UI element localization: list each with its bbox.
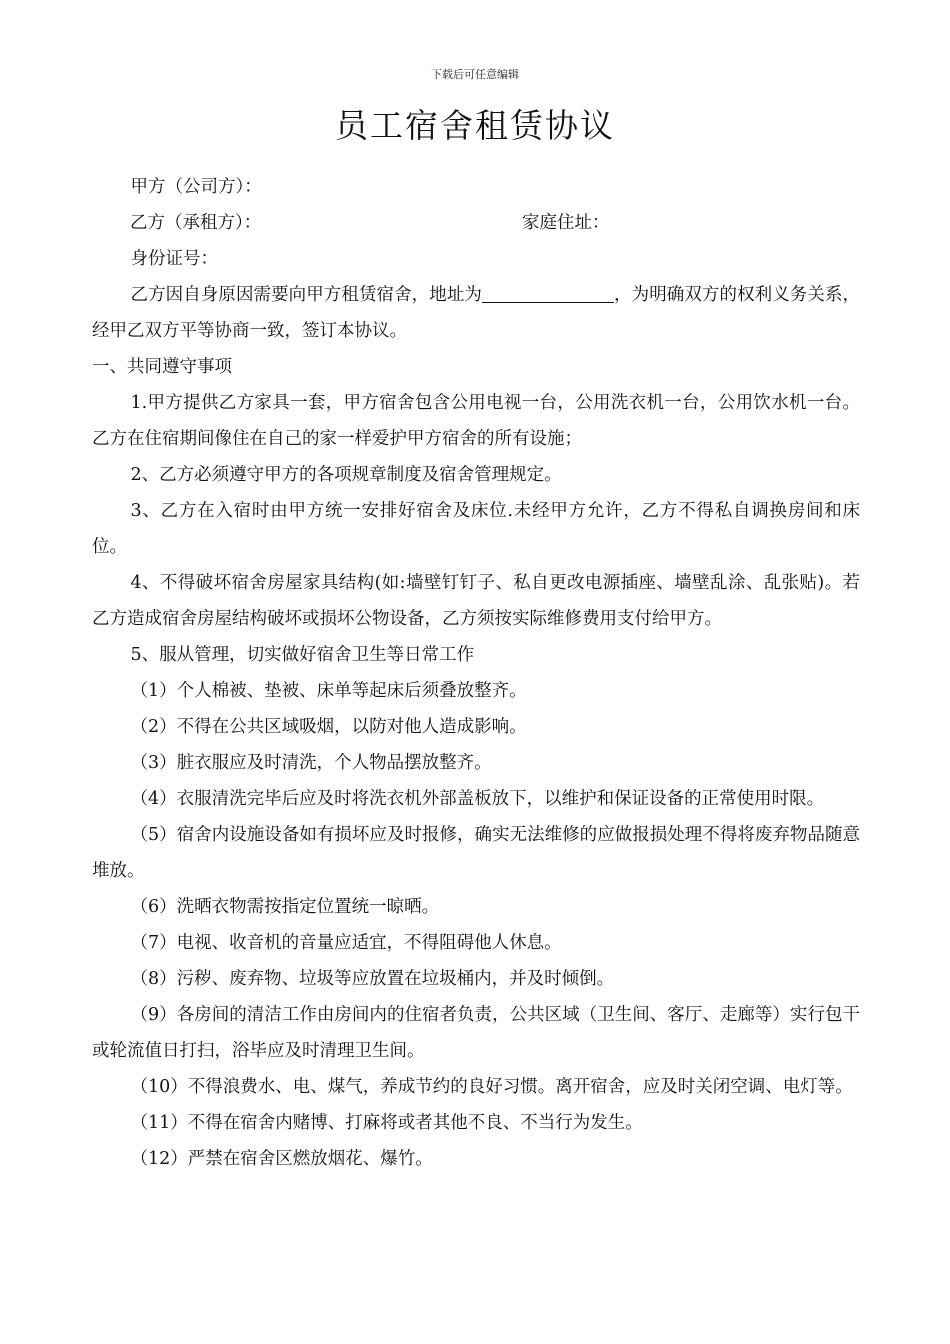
sub-item-8: （8）污秽、废弃物、垃圾等应放置在垃圾桶内，并及时倾倒。 [130, 969, 615, 989]
sub-item-3: （3）脏衣服应及时清洗，个人物品摆放整齐。 [130, 753, 492, 773]
sub-item-2: （2）不得在公共区域吸烟，以防对他人造成影响。 [130, 717, 527, 737]
party-a-line: 甲方（公司方）： [130, 177, 262, 197]
id-number-line: 身份证号： [130, 249, 218, 269]
sub-item-10: （10）不得浪费水、电、煤气，养成节约的良好习惯。离开宿舍，应及时关闭空调、电灯等。 [130, 1077, 853, 1097]
clause-3: 3、乙方在入宿时由甲方统一安排好宿舍及床位.未经甲方允许，乙方不得私自调换房间和床位。 [92, 501, 860, 557]
header-note: 下载后可任意编辑 [431, 68, 519, 81]
sub-item-11: （11）不得在宿舍内赌博、打麻将或者其他不良、不当行为发生。 [130, 1113, 643, 1133]
clause-5: 5、服从管理，切实做好宿舍卫生等日常工作 [130, 645, 475, 665]
intro-paragraph [92, 277, 860, 349]
section-heading: 一、共同遵守事项 [92, 357, 232, 377]
sub-item-12: （12）严禁在宿舍区燃放烟花、爆竹。 [130, 1149, 433, 1169]
home-address-line: 家庭住址： [522, 213, 610, 233]
intro-text-1: 乙方因自身原因需要向甲方租赁宿舍，地址为 [130, 285, 482, 305]
address-blank-field [482, 282, 614, 303]
sub-item-6: （6）洗晒衣物需按指定位置统一晾晒。 [130, 897, 440, 917]
sub-item-4: （4）衣服清洗完毕后应及时将洗衣机外部盖板放下，以维护和保证设备的正常使用时限。 [130, 789, 825, 809]
sub-item-7: （7）电视、收音机的音量应适宜，不得阻碍他人休息。 [130, 933, 562, 953]
sub-item-9: （9）各房间的清洁工作由房间内的住宿者负责，公共区域（卫生间、客厅、走廊等）实行包干或轮流值日打扫，浴毕应及时清理卫生间。 [92, 1005, 860, 1061]
page-title: 员工宿舍租赁协议 [335, 106, 615, 145]
clause-2: 2、乙方必须遵守甲方的各项规章制度及宿舍管理规定。 [130, 465, 562, 485]
document-body [92, 169, 860, 1177]
intro-text-2: ，为明确双方的权利义务关系，经甲乙双方平等协商一致，签订本协议。 [92, 285, 861, 341]
sub-item-1: （1）个人棉被、垫被、床单等起床后须叠放整齐。 [130, 681, 527, 701]
sub-item-5: （5）宿舍内设施设备如有损坏应及时报修，确实无法维修的应做报损处理不得将废弃物品随意堆放。 [92, 825, 860, 881]
clause-1: 1.甲方提供乙方家具一套，甲方宿舍包含公用电视一台，公用洗衣机一台，公用饮水机一台。乙方在住宿期间像住在自己的家一样爱护甲方宿舍的所有设施； [92, 393, 860, 449]
clause-4: 4、不得破坏宿舍房屋家具结构(如:墙壁钉钉子、私自更改电源插座、墙壁乱涂、乱张贴)。若乙方造成宿舍房屋结构破坏或损坏公物设备，乙方须按实际维修费用支付给甲方。 [92, 573, 860, 629]
party-b-line: 乙方（承租方）： [130, 213, 262, 233]
party-b-row [92, 205, 860, 241]
